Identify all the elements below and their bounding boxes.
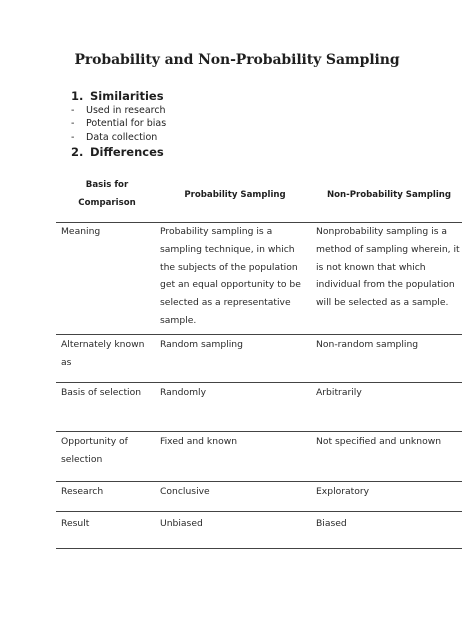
table-row-divider (56, 382, 462, 383)
similarities-heading-text: Similarities (90, 89, 164, 103)
table-row-divider (56, 511, 462, 512)
column-header-basis (62, 176, 152, 212)
table-row-selection-basis: Basis of selection (61, 387, 142, 398)
table-row-result-non-probability: Biased (316, 518, 347, 529)
table-row-alternately-probability: Random sampling (160, 339, 243, 350)
differences-number: 2. (71, 145, 84, 159)
list-item-text: Potential for bias (86, 118, 167, 130)
list-item (71, 104, 166, 117)
table-bottom-border (56, 548, 462, 549)
table-row-alternately-non-probability: Non-random sampling (316, 339, 419, 350)
table-row-research-probability: Conclusive (160, 486, 210, 497)
dash-bullet: - (71, 131, 75, 143)
differences-heading-text: Differences (90, 145, 164, 159)
similarities-heading (71, 89, 164, 103)
table-row-research-non-probability: Exploratory (316, 486, 370, 497)
table-row-meaning-non-probability: Nonprobability sampling is a method of sampling wherein, it is not known that which individual from the population will be selected as a sample. (316, 226, 460, 309)
list-item (71, 117, 166, 130)
similarities-number: 1. (71, 89, 84, 103)
table-row-research-basis: Research (61, 486, 104, 497)
table-row-divider (56, 334, 462, 335)
column-header-basis-line1: Basis for (85, 180, 129, 190)
list-item-text: Used in research (86, 105, 166, 116)
table-row-opportunity-probability: Fixed and known (160, 436, 238, 447)
table-row-divider (56, 431, 462, 432)
column-header-non-probability: Non-Probability Sampling (326, 190, 452, 200)
table-row-meaning-basis: Meaning (61, 226, 101, 237)
dash-bullet: - (71, 105, 75, 116)
dash-bullet: - (71, 118, 75, 130)
table-row-selection-probability: Randomly (160, 387, 207, 398)
similarities-list (71, 104, 166, 144)
table-row-divider (56, 481, 462, 482)
column-header-basis-line2: Comparison (78, 198, 136, 208)
table-row-alternately-basis: Alternately known as (61, 339, 145, 368)
table-row-selection-non-probability: Arbitrarily (316, 387, 362, 398)
list-item (71, 131, 166, 144)
list-item-text: Data collection (86, 131, 158, 143)
differences-heading (71, 145, 164, 159)
page-title: Probability and Non-Probability Sampling (74, 52, 400, 68)
table-row-meaning-probability: Probability sampling is a sampling technique, in which the subjects of the population get an equal opportunity to be selected as a representative sample. (160, 226, 301, 326)
table-row-opportunity-non-probability: Not specified and unknown (316, 436, 442, 447)
column-header-probability: Probability Sampling (184, 190, 286, 200)
table-row-result-basis: Result (61, 518, 90, 529)
table-row-opportunity-basis: Opportunity of selection (61, 436, 128, 465)
table-row-result-probability: Unbiased (160, 518, 203, 529)
